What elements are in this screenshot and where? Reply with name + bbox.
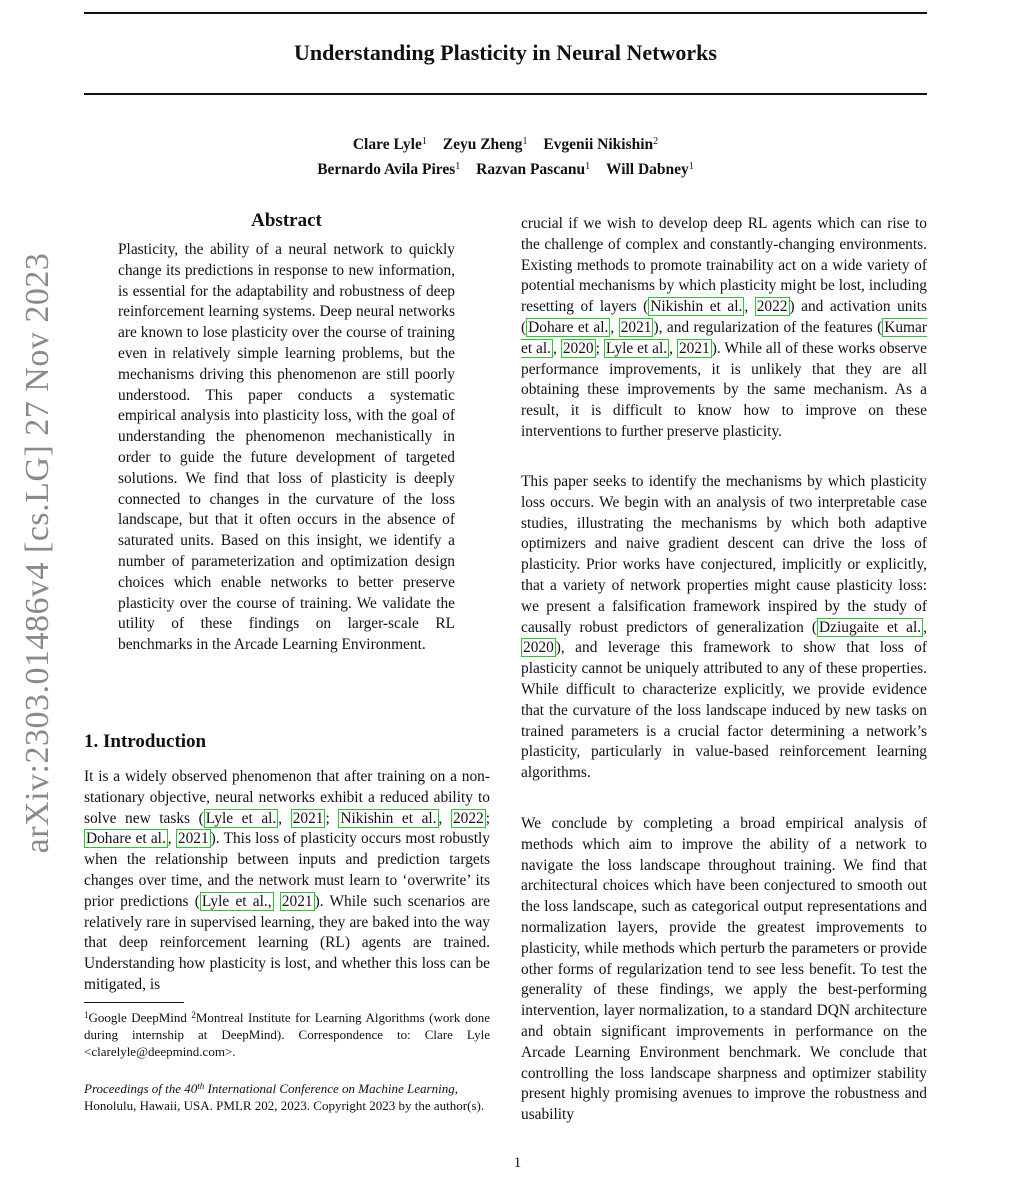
intro-paragraph: This paper seeks to identify the mechanisms by which plasticity loss occurs. We begin with an analysis of two interpretable case studies, illustrating the mechanisms by which both adaptive optimizers and naive gradient descent can drive the loss of plasticity. Prior works have conjectured, implicitly or explicitly, that a variety of network properties might cause plasticity loss: we present a falsification framework inspired by the study of causally robust predictors of generalization ( Dziugaite et al. , 2020 ), and leverage this framework to show that loss of plasticity cannot be uniquely attributed to any of these properties. While difficult to characterize explicitly, we provide evidence that the curvature of the loss landscape induced by new tasks on trained parameters is a crucial factor determining a network’s plasticity, particularly in value-based reinforcement learning algorithms. <box>521 473 927 782</box>
abstract-heading: Abstract <box>251 210 322 231</box>
citation-link[interactable]: 2022 <box>452 809 484 827</box>
arxiv-stamp <box>19 248 56 858</box>
citation-link[interactable]: Nikishin et al. <box>340 809 437 827</box>
author: Razvan Pascanu$^1$ <box>476 161 591 178</box>
paper-title: Understanding Plasticity in Neural Networks <box>294 40 717 65</box>
intro-paragraph: crucial if we wish to develop deep RL agents which can rise to the challenge of complex and constantly-changing environments. Existing methods to promote trainability act on a wide variety of potential mechanisms by which plasticity might be lost, including resetting of layers ( Nikishin et al. , 2022 ) and activation units ( Dohare et al. , 2021 ), and regularization of the features ( Kumar et al. , 2020 ; Lyle et al. , 2021 ). While all of these works observe performance improvements, it is unlikely that they are all obtaining these improvements by the same mechanism. As a result, it is difficult to know how to improve on these interventions to further preserve plasticity. <box>521 215 928 440</box>
citation-link[interactable]: Nikishin et al. <box>650 298 743 316</box>
page-number: 1 <box>513 1155 522 1171</box>
author: Clare Lyle$^1$ <box>352 136 427 153</box>
citation-link[interactable]: Lyle et al. <box>605 339 668 357</box>
author: Bernardo Avila Pires$^1$ <box>317 161 461 178</box>
citation-link[interactable]: Kumar et al. <box>521 318 927 357</box>
citation-link[interactable]: 2021 <box>177 830 209 848</box>
intro-paragraph: It is a widely observed phenomenon that after training on a non-stationary objective, neural networks exhibit a reduced ability to solve new tasks ( Lyle et al. , 2021 ; Nikishin et al. , 2022 ; Dohare et al. , 2021 ). This loss of plasticity occurs most robustly when the relationship between inputs and prediction targets changes over time, and the network must learn to ‘overwrite’ its prior predictions ( Lyle et al., 2021 ). While such scenarios are relatively rare in supervised learning, they are baked into the way that deep reinforcement learning (RL) agents are trained. Understanding how plasticity is lost, and whether this loss can be mitigated, is <box>84 768 491 993</box>
citation-link[interactable]: 2020 <box>523 639 554 657</box>
top-rule <box>84 12 927 14</box>
proceedings-note: Proceedings of the 40th International Conference on Machine Learning, Honolulu, Hawaii, USA. PMLR 202, 2023. Copyright 2023 by the author(s). <box>84 1081 485 1113</box>
citation-link[interactable]: Dohare et al. <box>528 318 609 336</box>
section-heading: 1. Introduction <box>84 731 207 752</box>
citation-link[interactable]: Dohare et al. <box>86 830 166 848</box>
citation-link[interactable]: 2020 <box>562 339 594 357</box>
footnote-rule <box>84 1002 184 1003</box>
citation-link[interactable]: Dziugaite et al. <box>819 618 922 636</box>
citation-link[interactable]: Lyle et al. <box>205 809 277 827</box>
citation-link[interactable]: 2021 <box>281 892 313 910</box>
title-rule <box>84 93 927 95</box>
citation-link[interactable]: 2021 <box>678 339 710 357</box>
abstract-text: Plasticity, the ability of a neural network to quickly change its predictions in response to new information, is essential for the adaptability and robustness of deep reinforcement learning systems. Deep neural networks are known to lose plasticity over the course of training even in relatively simple learning problems, but the mechanisms driving this phenomenon are still poorly understood. This paper conducts a systematic empirical analysis into plasticity loss, with the goal of understanding the phenomenon mechanistically in order to guide the future development of targeted solutions. We find that loss of plasticity is deeply connected to changes in the curvature of the loss landscape, but that it often occurs in the absence of saturated units. Based on this insight, we identify a number of parameterization and optimization design choices which enable networks to better preserve plasticity over the course of training. We validate the utility of these findings on larger-scale RL benchmarks in the Arcade Learning Environment. <box>118 241 455 654</box>
intro-paragraph: We conclude by completing a broad empirical analysis of methods which aim to improve the ability of a network to navigate the loss landscape throughout training. We find that architectural choices which have been conjectured to smooth out the loss landscape, such as categorical output representations and normalization layers, provide the greatest improvements to plasticity, while methods which perturb the parameters or provide other forms of regularization tend to see less benefit. To test the generality of these findings, we apply the best-performing intervention, layer normalization, to a standard DQN architecture and obtain significant improvements in performance on the Arcade Learning Environment benchmark. We conclude that controlling the loss landscape sharpness and optimizer stability present highly promising avenues to improve the robustness and usability <box>521 815 927 1124</box>
citation-link[interactable]: 2021 <box>292 809 324 827</box>
author-list <box>84 131 927 181</box>
author: Zeyu Zheng$^1$ <box>442 136 528 153</box>
citation-link[interactable]: 2022 <box>756 298 788 316</box>
author: Will Dabney$^1$ <box>605 161 694 178</box>
author: Evgenii Nikishin$^2$ <box>543 136 659 153</box>
arxiv-id: arXiv:2303.01486v4 [cs.LG] 27 Nov 2023 <box>19 252 56 854</box>
citation-link[interactable]: Lyle et al., <box>201 892 272 910</box>
citation-link[interactable]: 2021 <box>620 318 652 336</box>
affiliation-footnote: $^1$Google DeepMind $^2$Montreal Institute for Learning Algorithms (work done during internship at DeepMind). Correspondence to: Clare Lyle <clarelyle@deepmind.com>. <box>84 1010 490 1059</box>
